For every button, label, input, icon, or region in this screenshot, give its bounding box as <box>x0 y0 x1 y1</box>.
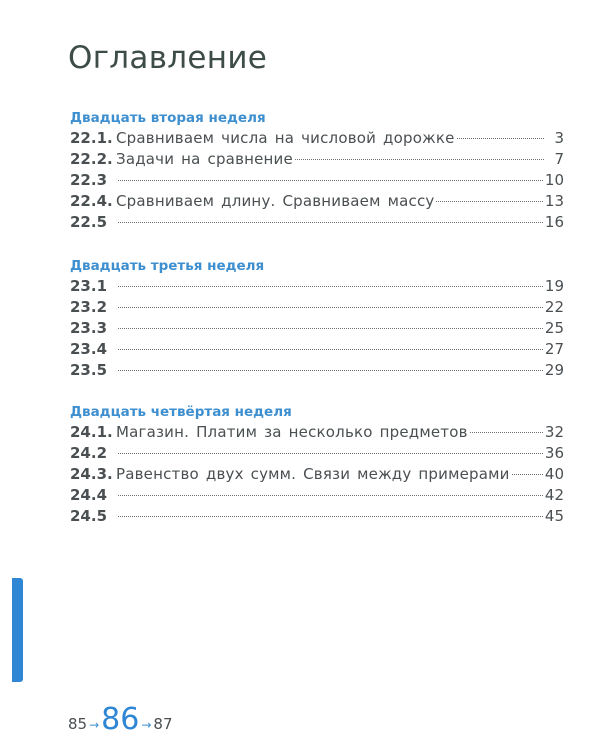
entry-number: 23.5 <box>70 361 108 379</box>
dot-leader <box>118 516 543 517</box>
entry-page: 36 <box>544 444 564 462</box>
dot-leader <box>118 349 543 350</box>
entry-title: Сравниваем числа на числовой дорожке <box>116 129 455 147</box>
entry-number: 23.4 <box>70 340 108 358</box>
entry-title: Равенство двух сумм. Связи между примерами <box>116 465 510 483</box>
entry-page: 29 <box>544 361 564 379</box>
entry-number: 24.4 <box>70 486 108 504</box>
entry-number: 23.2 <box>70 298 108 316</box>
entry-number: 23.1 <box>70 277 108 295</box>
prev-page-number[interactable]: 85 <box>68 715 88 733</box>
entry-number: 22.4. <box>70 192 113 210</box>
dot-leader <box>457 138 544 139</box>
toc-entry[interactable] <box>70 464 564 485</box>
entry-page: 45 <box>544 507 564 525</box>
entry-page: 10 <box>544 171 564 189</box>
entry-number: 23.3 <box>70 319 108 337</box>
toc-entry[interactable] <box>70 422 564 443</box>
dot-leader <box>118 222 543 223</box>
dot-leader <box>118 180 543 181</box>
arrow-right-icon: → <box>141 718 152 732</box>
dot-leader <box>118 453 543 454</box>
toc-entry[interactable] <box>70 149 564 170</box>
entry-number: 22.2. <box>70 150 113 168</box>
page-title: Оглавление <box>68 40 268 76</box>
toc-entry[interactable] <box>70 360 564 381</box>
entry-number: 24.1. <box>70 423 113 441</box>
toc-entry[interactable] <box>70 170 564 191</box>
entry-page: 22 <box>544 298 564 316</box>
entry-number: 24.2 <box>70 444 108 462</box>
toc-entry[interactable] <box>70 191 564 212</box>
toc-section-week-23 <box>70 256 564 381</box>
toc-entry[interactable] <box>70 339 564 360</box>
toc-entry[interactable] <box>70 318 564 339</box>
entry-number: 22.5 <box>70 213 108 231</box>
entry-page: 42 <box>544 486 564 504</box>
current-page-number: 86 <box>101 702 140 737</box>
entry-page: 40 <box>544 465 564 483</box>
dot-leader <box>118 495 543 496</box>
toc-entry[interactable] <box>70 443 564 464</box>
entry-number: 22.1. <box>70 129 113 147</box>
entry-page: 3 <box>554 129 564 147</box>
dot-leader <box>512 474 543 475</box>
dot-leader <box>436 201 542 202</box>
toc-entry[interactable] <box>70 506 564 527</box>
entry-page: 27 <box>544 340 564 358</box>
dot-leader <box>118 370 543 371</box>
dot-leader <box>118 286 543 287</box>
arrow-right-icon: → <box>89 718 100 732</box>
dot-leader <box>118 328 543 329</box>
next-page-number[interactable]: 87 <box>153 715 173 733</box>
entry-number: 24.5 <box>70 507 108 525</box>
entry-page: 7 <box>554 150 564 168</box>
entry-number: 22.3 <box>70 171 108 189</box>
entry-page: 13 <box>544 192 564 210</box>
entry-page: 25 <box>544 319 564 337</box>
toc-entry[interactable] <box>70 297 564 318</box>
entry-title: Сравниваем длину. Сравниваем массу <box>116 192 435 210</box>
side-tab-marker <box>12 578 23 682</box>
toc-section-week-24 <box>70 402 564 527</box>
entry-title: Магазин. Платим за несколько предметов <box>116 423 468 441</box>
toc-entry[interactable] <box>70 128 564 149</box>
dot-leader <box>470 432 543 433</box>
section-heading: Двадцать вторая неделя <box>70 110 266 126</box>
toc-section-week-22 <box>70 108 564 233</box>
dot-leader <box>295 159 544 160</box>
toc-entry[interactable] <box>70 485 564 506</box>
entry-title: Задачи на сравнение <box>116 150 293 168</box>
entry-page: 32 <box>544 423 564 441</box>
page-navigation <box>68 702 173 737</box>
toc-entry[interactable] <box>70 276 564 297</box>
entry-page: 16 <box>544 213 564 231</box>
section-heading: Двадцать четвёртая неделя <box>70 404 292 420</box>
dot-leader <box>118 307 543 308</box>
entry-page: 19 <box>544 277 564 295</box>
toc-entry[interactable] <box>70 212 564 233</box>
entry-number: 24.3. <box>70 465 113 483</box>
section-heading: Двадцать третья неделя <box>70 258 265 274</box>
